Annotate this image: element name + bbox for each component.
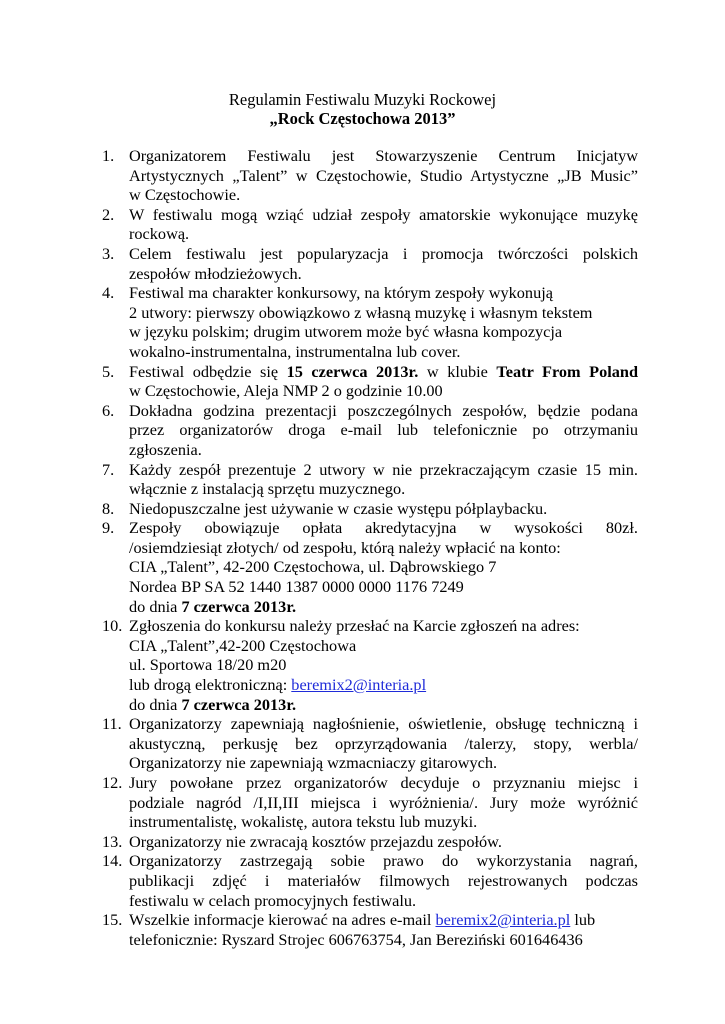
item-text-line: /osiemdziesiąt złotych/ od zespołu, którą należy wpłacić na konto: <box>129 537 561 557</box>
item-text-line: Wszelkie informacje kierować na adres e-mail beremix2@interia.pl lub <box>129 910 596 930</box>
item-number: 6. <box>102 400 115 420</box>
email-link[interactable]: beremix2@interia.pl <box>435 910 571 930</box>
item-text-line: lub drogą elektroniczną: beremix2@interia.pl <box>129 675 427 695</box>
list-item-12 <box>102 773 638 832</box>
item-number: 14. <box>102 851 123 871</box>
contact-phones: telefonicznie: Ryszard Strojec 606763754, Jan Bereziński 601646436 <box>129 929 583 949</box>
item-text-line: Jury powołane przez organizatorów decyduje o przyznaniu miejsc i <box>129 773 638 792</box>
item-number: 10. <box>102 616 123 636</box>
item-text-line: akustyczną, perkusję bez oprzyrządowania /talerzy, stopy, werbla/ <box>129 733 638 753</box>
item-text-line: przez organizatorów droga e-mail lub telefonicznie po otrzymaniu <box>129 420 638 440</box>
list-item-7 <box>102 460 638 499</box>
item-text-line: Zespoły obowiązuje opłata akredytacyjna w wysokości 80zł. <box>129 518 638 538</box>
item-text-line: Każdy zespół prezentuje 2 utwory w nie przekraczającym czasie 15 min. <box>129 459 638 479</box>
item-text-line: Festiwal odbędzie się 15 czerwca 2013r. w klubie Teatr From Poland <box>129 361 639 381</box>
item-text-line: festiwalu w celach promocyjnych festiwalu. <box>129 890 417 910</box>
item-text-line: Organizatorzy zastrzegają sobie prawo do wykorzystania nagrań, <box>129 851 638 871</box>
item-text-line: włącznie z instalacją sprzętu muzycznego. <box>129 479 406 499</box>
list-item-2 <box>102 205 638 244</box>
item-text-line: publikacji zdjęć i materiałów filmowych rejestrowanych podczas <box>129 870 638 890</box>
item-text-line: w języku polskim; drugim utworem może być własna kompozycja <box>129 322 563 342</box>
item-text-line: Niedopuszczalne jest używanie w czasie występu półplaybacku. <box>129 498 548 518</box>
address-line: CIA „Talent”, 42-200 Częstochowa, ul. Dąbrowskiego 7 <box>129 557 497 577</box>
item-number: 2. <box>102 204 115 224</box>
item-number: 9. <box>102 518 115 538</box>
list-item-11 <box>102 714 638 773</box>
item-text-line: zespołów młodzieżowych. <box>129 263 302 283</box>
item-number: 13. <box>102 831 123 851</box>
item-text-line: Dokładna godzina prezentacji poszczególnych zespołów, będzie podana <box>129 400 638 420</box>
list-item-8 <box>102 499 638 519</box>
document-title: Regulamin Festiwalu Muzyki Rockowej <box>228 90 497 109</box>
item-text-line: 2 utwory: pierwszy obowiązkowo z własną muzykę i własnym tekstem <box>129 302 593 322</box>
deadline-date: 7 czerwca 2013r. <box>181 596 297 616</box>
address-line: ul. Sportowa 18/20 m20 <box>129 655 287 675</box>
list-item-4 <box>102 283 638 361</box>
item-text-line: podziale nagród /I,II,III miejsca i wyróżnienia/. Jury może wyróżnić <box>129 792 638 812</box>
address-line: CIA „Talent”,42-200 Częstochowa <box>129 635 357 655</box>
item-text-line: wokalno-instrumentalna, instrumentalna lub cover. <box>129 341 461 361</box>
item-number: 8. <box>102 498 115 518</box>
item-text-line: do dnia 7 czerwca 2013r. <box>129 694 297 714</box>
item-text-line: do dnia 7 czerwca 2013r. <box>129 596 297 616</box>
list-item-1 <box>102 146 638 205</box>
item-number: 3. <box>102 243 115 263</box>
list-item-9 <box>102 518 638 616</box>
item-text-line: rockową. <box>129 224 190 244</box>
list-item-15 <box>102 910 638 949</box>
festival-date: 15 czerwca 2013r. <box>286 361 419 381</box>
email-link[interactable]: beremix2@interia.pl <box>291 675 427 695</box>
item-number: 1. <box>102 146 115 165</box>
item-number: 12. <box>102 773 123 792</box>
list-item-13 <box>102 832 638 852</box>
item-number: 4. <box>102 283 115 303</box>
deadline-date: 7 czerwca 2013r. <box>181 694 297 714</box>
item-text-line: Festiwal ma charakter konkursowy, na którym zespoły wykonują <box>129 283 553 303</box>
document-subtitle: „Rock Częstochowa 2013” <box>269 109 456 128</box>
item-text-line: zgłoszenia. <box>129 439 202 459</box>
item-text-line: Artystycznych „Talent” w Częstochowie, Studio Artystyczne „JB Music” <box>129 165 638 185</box>
list-item-6 <box>102 401 638 460</box>
item-number: 15. <box>102 910 123 930</box>
item-text-line: W festiwalu mogą wziąć udział zespoły amatorskie wykonujące muzykę <box>129 204 638 224</box>
bank-account: Nordea BP SA 52 1440 1387 0000 0000 1176 7249 <box>129 577 464 597</box>
item-text-line: Celem festiwalu jest popularyzacja i promocja twórczości polskich <box>129 243 638 263</box>
item-text-line: Organizatorzy nie zapewniają wzmacniaczy gitarowych. <box>129 753 498 773</box>
item-text-line: w Częstochowie, Aleja NMP 2 o godzinie 10.00 <box>129 381 443 401</box>
item-text-line: Organizatorem Festiwalu jest Stowarzyszenie Centrum Inicjatyw <box>129 146 638 165</box>
item-text-line: w Częstochowie. <box>129 185 241 205</box>
list-item-3 <box>102 244 638 283</box>
regulations-list <box>102 146 638 949</box>
item-number: 5. <box>102 361 115 381</box>
item-text-line: Organizatorzy zapewniają nagłośnienie, oświetlenie, obsługę techniczną i <box>129 714 638 734</box>
item-text-line: Organizatorzy nie zwracają kosztów przejazdu zespołów. <box>129 831 502 851</box>
item-text-line: instrumentalistę, wokalistę, autora tekstu lub muzyki. <box>129 812 478 832</box>
list-item-5 <box>102 362 638 401</box>
item-text-line: Zgłoszenia do konkursu należy przesłać na Karcie zgłoszeń na adres: <box>129 616 580 636</box>
item-number: 11. <box>102 714 122 734</box>
item-number: 7. <box>102 459 115 479</box>
list-item-10 <box>102 616 638 714</box>
venue-name: Teatr From Poland <box>496 361 639 381</box>
list-item-14 <box>102 851 638 910</box>
